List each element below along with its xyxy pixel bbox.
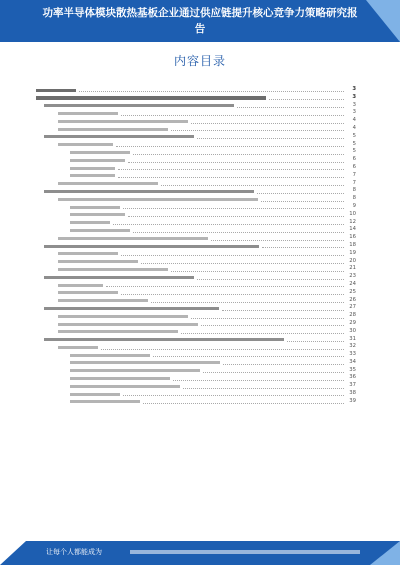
toc-entry[interactable] [36,343,356,351]
toc-leader-dots [121,115,344,116]
toc-entry-text [58,284,103,287]
toc-entry-text [70,361,220,364]
toc-entry-text [58,299,148,302]
toc-entry[interactable] [36,226,356,234]
toc-entry[interactable] [36,86,356,94]
toc-entry-text [70,229,130,232]
toc-entry[interactable] [36,125,356,133]
toc-entry-text [70,167,115,170]
toc-leader-dots [121,255,344,256]
toc-entry-text [44,135,194,138]
toc-page-number: 23 [349,273,356,280]
toc-leader-dots [197,138,344,139]
toc-page-number: 34 [349,358,356,365]
toc-page-number: 24 [349,280,356,287]
toc-entry-text [44,245,259,248]
toc-leader-dots [262,247,344,248]
toc-entry-text [58,112,118,115]
toc-page-number: 38 [349,390,356,397]
toc-entry-text [70,354,150,357]
toc-page-number: 36 [349,374,356,381]
toc-page-number: 16 [349,234,356,241]
footer-tagline-text [130,550,360,554]
toc-page-number: 31 [349,335,356,342]
toc-entry[interactable] [36,281,356,289]
table-of-contents [36,86,356,522]
header-banner [0,0,400,42]
toc-leader-dots [143,403,344,404]
toc-leader-dots [237,107,344,108]
toc-entry-text [58,252,118,255]
toc-leader-dots [201,325,344,326]
toc-entry-text [70,213,125,216]
toc-leader-dots [79,91,344,92]
toc-leader-dots [153,356,344,357]
toc-entry[interactable] [36,382,356,390]
toc-page-number: 5 [352,132,356,139]
toc-leader-dots [106,286,344,287]
toc-entry-text [44,338,284,341]
toc-page-number: 32 [349,343,356,350]
toc-entry-text [58,346,98,349]
toc-leader-dots [128,216,344,217]
toc-page-number: 6 [352,156,356,163]
toc-page-number: 7 [352,179,356,186]
toc-entry-text [44,104,234,107]
toc-leader-dots [161,185,344,186]
toc-leader-dots [211,240,344,241]
toc-entry-text [70,385,180,388]
toc-leader-dots [261,201,344,202]
toc-page-number: 21 [349,265,356,272]
toc-entry[interactable] [36,367,356,375]
toc-page-number: 18 [349,241,356,248]
toc-page-number: 5 [352,148,356,155]
toc-entry-text [70,174,115,177]
toc-entry[interactable] [36,164,356,172]
toc-leader-dots [222,310,344,311]
toc-leader-dots [171,271,344,272]
toc-entry[interactable] [36,109,356,117]
toc-entry[interactable] [36,156,356,164]
toc-entry[interactable] [36,172,356,180]
toc-entry[interactable] [36,141,356,149]
toc-entry[interactable] [36,297,356,305]
toc-entry[interactable] [36,234,356,242]
toc-leader-dots [171,130,344,131]
toc-leader-dots [123,395,344,396]
toc-leader-dots [183,388,344,389]
toc-page-number: 33 [349,351,356,358]
toc-entry[interactable] [36,94,356,102]
toc-entry[interactable] [36,359,356,367]
toc-page-number: 3 [352,109,356,116]
toc-entry-text [58,323,198,326]
toc-entry[interactable] [36,273,356,281]
toc-leader-dots [116,146,344,147]
toc-entry-text [36,96,266,99]
report-title: 功率半导体模块散热基板企业通过供应链提升核心竞争力策略研究报告 [42,7,358,35]
toc-leader-dots [101,349,344,350]
toc-leader-dots [197,279,344,280]
toc-page-number: 25 [349,288,356,295]
toc-entry[interactable] [36,250,356,258]
toc-entry-text [58,182,158,185]
toc-entry[interactable] [36,398,356,406]
toc-entry-text [58,330,178,333]
toc-page-number: 14 [349,226,356,233]
toc-leader-dots [203,372,344,373]
toc-entry[interactable] [36,312,356,320]
toc-entry-text [58,260,138,263]
toc-entry-text [44,276,194,279]
toc-leader-dots [287,341,344,342]
toc-entry[interactable] [36,258,356,266]
toc-leader-dots [128,162,344,163]
toc-leader-dots [133,232,344,233]
toc-page-number: 8 [352,187,356,194]
toc-leader-dots [118,177,344,178]
toc-entry[interactable] [36,102,356,110]
toc-entry-text [58,128,168,131]
toc-entry[interactable] [36,265,356,273]
toc-page-number: 3 [352,101,356,108]
toc-entry[interactable] [36,304,356,312]
toc-page-number: 3 [352,93,356,100]
toc-entry-text [58,315,188,318]
toc-page-number: 6 [352,163,356,170]
toc-entry-text [36,89,76,92]
toc-entry[interactable] [36,211,356,219]
toc-entry[interactable] [36,195,356,203]
toc-leader-dots [191,318,344,319]
toc-page-number: 20 [349,257,356,264]
toc-page-number: 27 [349,304,356,311]
toc-entry[interactable] [36,187,356,195]
toc-leader-dots [113,224,344,225]
toc-entry[interactable] [36,117,356,125]
toc-page-number: 8 [352,195,356,202]
toc-entry-text [70,221,110,224]
toc-entry-text [70,151,130,154]
toc-entry[interactable] [36,133,356,141]
toc-page-number: 26 [349,296,356,303]
toc-heading: 内容目录 [173,54,226,68]
toc-entry-text [70,159,125,162]
toc-entry-text [44,307,219,310]
toc-page-number: 3 [352,86,356,92]
toc-entry-text [58,198,258,201]
toc-page-number: 35 [349,366,356,373]
toc-page-number: 7 [352,171,356,178]
toc-entry-text [70,377,170,380]
toc-entry-text [58,143,113,146]
toc-leader-dots [191,123,344,124]
footer-slogan: 让每个人都能成为 [46,548,102,556]
toc-leader-dots [181,333,344,334]
toc-entry[interactable] [36,328,356,336]
toc-leader-dots [141,263,344,264]
toc-entry-text [44,190,254,193]
footer-left-decoration [0,541,26,565]
toc-entry[interactable] [36,180,356,188]
toc-page-number: 29 [349,319,356,326]
toc-entry-text [70,393,120,396]
toc-page-number: 19 [349,249,356,256]
toc-entry[interactable] [36,336,356,344]
toc-entry-text [70,369,200,372]
toc-entry[interactable] [36,390,356,398]
toc-leader-dots [133,154,344,155]
toc-page-number: 4 [352,124,356,131]
toc-entry-text [58,120,188,123]
toc-entry[interactable] [36,203,356,211]
toc-leader-dots [118,169,344,170]
toc-leader-dots [173,380,344,381]
toc-page-number: 5 [352,140,356,147]
toc-entry[interactable] [36,320,356,328]
toc-entry[interactable] [36,374,356,382]
toc-entry-text [70,400,140,403]
toc-page-number: 9 [352,202,356,209]
toc-leader-dots [269,99,344,100]
toc-entry[interactable] [36,289,356,297]
footer-corner-decoration [370,541,400,565]
toc-leader-dots [121,294,344,295]
toc-entry[interactable] [36,351,356,359]
toc-entry[interactable] [36,148,356,156]
toc-leader-dots [151,302,344,303]
toc-entry-text [58,291,118,294]
toc-page-number: 37 [349,382,356,389]
toc-entry-text [58,237,208,240]
toc-page-number: 28 [349,312,356,319]
toc-entry[interactable] [36,242,356,250]
toc-page-number: 30 [349,327,356,334]
toc-entry-text [70,206,120,209]
toc-leader-dots [223,364,344,365]
toc-page-number: 12 [349,218,356,225]
header-corner-decoration [366,0,400,42]
toc-entry-text [58,268,168,271]
toc-page-number: 10 [349,210,356,217]
toc-entry[interactable] [36,219,356,227]
toc-leader-dots [123,208,344,209]
toc-page-number: 39 [349,397,356,404]
toc-leader-dots [257,193,344,194]
toc-page-number: 4 [352,117,356,124]
